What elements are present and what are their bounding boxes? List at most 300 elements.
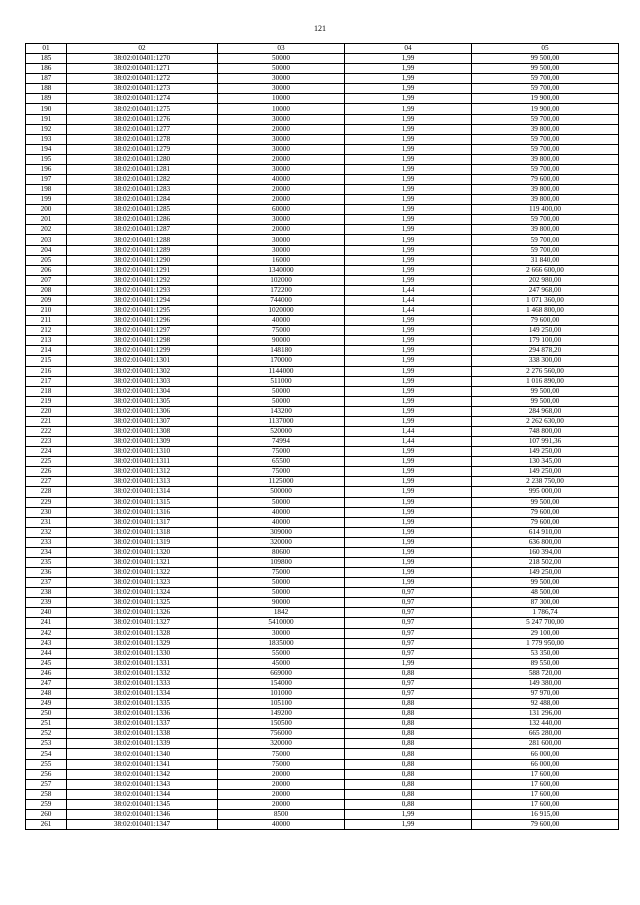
table-cell: 38:02:010401:1336 [67,709,218,719]
table-cell: 247 [26,678,67,688]
table-cell: 245 [26,658,67,668]
table-cell: 55000 [218,648,345,658]
table-cell: 1,99 [345,185,472,195]
table-cell: 1,44 [345,437,472,447]
table-cell: 1,99 [345,54,472,64]
table-cell: 218 502,00 [472,557,619,567]
table-cell: 38:02:010401:1272 [67,74,218,84]
table-cell: 38:02:010401:1292 [67,275,218,285]
table-row [26,175,619,185]
table-cell: 75000 [218,759,345,769]
table-cell: 1,99 [345,507,472,517]
table-row [26,366,619,376]
table-cell: 80600 [218,547,345,557]
table-row [26,275,619,285]
table-cell: 38:02:010401:1274 [67,94,218,104]
table-cell: 187 [26,74,67,84]
table-cell: 1,99 [345,820,472,830]
table-row [26,457,619,467]
table-cell: 29 100,00 [472,628,619,638]
table-cell: 748 800,00 [472,426,619,436]
table-cell: 0,97 [345,608,472,618]
table-cell: 1,99 [345,134,472,144]
table-cell: 0,88 [345,789,472,799]
table-cell: 38:02:010401:1271 [67,64,218,74]
table-cell: 30000 [218,628,345,638]
table-cell: 195 [26,154,67,164]
table-cell: 0,88 [345,699,472,709]
table-cell: 66 000,00 [472,749,619,759]
table-cell: 0,88 [345,769,472,779]
table-cell: 99 500,00 [472,497,619,507]
table-cell: 1,99 [345,275,472,285]
table-cell: 38:02:010401:1344 [67,789,218,799]
table-row [26,396,619,406]
table-cell: 119 400,00 [472,205,619,215]
table-row [26,477,619,487]
table-cell: 40000 [218,316,345,326]
table-cell: 214 [26,346,67,356]
table-cell: 281 600,00 [472,739,619,749]
table-cell: 179 100,00 [472,336,619,346]
table-cell: 255 [26,759,67,769]
table-cell: 40000 [218,175,345,185]
table-cell: 79 600,00 [472,517,619,527]
table-cell: 244 [26,648,67,658]
table-cell: 92 488,00 [472,699,619,709]
table-cell: 744000 [218,295,345,305]
table-cell: 189 [26,94,67,104]
table-row [26,437,619,447]
table-cell: 40000 [218,820,345,830]
table-cell: 0,97 [345,598,472,608]
table-cell: 227 [26,477,67,487]
table-cell: 1,44 [345,295,472,305]
table-cell: 20000 [218,769,345,779]
table-cell: 38:02:010401:1332 [67,668,218,678]
table-cell: 99 500,00 [472,64,619,74]
table-row [26,255,619,265]
table-cell: 172200 [218,285,345,295]
table-row [26,638,619,648]
table-cell: 17 600,00 [472,779,619,789]
table-cell: 38:02:010401:1328 [67,628,218,638]
table-cell: 0,97 [345,588,472,598]
table-cell: 17 600,00 [472,789,619,799]
table-cell: 48 500,00 [472,588,619,598]
table-row [26,235,619,245]
table-cell: 207 [26,275,67,285]
table-cell: 185 [26,54,67,64]
table-cell: 38:02:010401:1314 [67,487,218,497]
table-row [26,769,619,779]
table-cell: 38:02:010401:1342 [67,769,218,779]
table-row [26,467,619,477]
table-cell: 186 [26,64,67,74]
table-cell: 1,99 [345,547,472,557]
table-cell: 38:02:010401:1279 [67,144,218,154]
table-cell: 235 [26,557,67,567]
table-cell: 209 [26,295,67,305]
table-cell: 1,44 [345,306,472,316]
table-cell: 1,99 [345,265,472,275]
table-cell: 204 [26,245,67,255]
table-cell: 149200 [218,709,345,719]
table-cell: 1,99 [345,396,472,406]
table-row [26,658,619,668]
table-cell: 38:02:010401:1270 [67,54,218,64]
table-row [26,416,619,426]
table-cell: 1,99 [345,195,472,205]
table-cell: 38:02:010401:1312 [67,467,218,477]
table-cell: 8500 [218,809,345,819]
table-cell: 199 [26,195,67,205]
table-cell: 201 [26,215,67,225]
table-cell: 38:02:010401:1315 [67,497,218,507]
table-cell: 1,99 [345,557,472,567]
table-row [26,295,619,305]
table-row [26,689,619,699]
table-row [26,739,619,749]
table-cell: 20000 [218,799,345,809]
table-cell: 190 [26,104,67,114]
table-cell: 1,99 [345,104,472,114]
table-cell: 50000 [218,54,345,64]
table-cell: 38:02:010401:1340 [67,749,218,759]
table-cell: 1835000 [218,638,345,648]
table-cell: 38:02:010401:1338 [67,729,218,739]
table-cell: 30000 [218,84,345,94]
table-row [26,64,619,74]
table-cell: 38:02:010401:1296 [67,316,218,326]
table-row [26,245,619,255]
table-row [26,124,619,134]
table-cell: 99 500,00 [472,578,619,588]
table-cell: 320000 [218,537,345,547]
table-row [26,507,619,517]
table-cell: 60000 [218,205,345,215]
table-cell: 109800 [218,557,345,567]
table-cell: 19 900,00 [472,104,619,114]
table-cell: 59 700,00 [472,245,619,255]
table-cell: 228 [26,487,67,497]
table-row [26,628,619,638]
table-cell: 59 700,00 [472,235,619,245]
table-cell: 38:02:010401:1313 [67,477,218,487]
table-cell: 40000 [218,507,345,517]
table-row [26,54,619,64]
table-row [26,820,619,830]
data-table [25,43,619,830]
table-cell: 229 [26,497,67,507]
table-cell: 107 991,36 [472,437,619,447]
table-row [26,729,619,739]
table-cell: 200 [26,205,67,215]
table-cell: 38:02:010401:1284 [67,195,218,205]
table-row [26,376,619,386]
table-cell: 1,99 [345,386,472,396]
table-cell: 38:02:010401:1283 [67,185,218,195]
table-cell: 259 [26,799,67,809]
table-cell: 1,99 [345,457,472,467]
table-cell: 59 700,00 [472,134,619,144]
table-cell: 102000 [218,275,345,285]
table-cell: 38:02:010401:1302 [67,366,218,376]
table-cell: 99 500,00 [472,386,619,396]
table-cell: 10000 [218,104,345,114]
table-cell: 149 250,00 [472,568,619,578]
table-cell: 132 440,00 [472,719,619,729]
table-cell: 1,99 [345,215,472,225]
table-cell: 149 250,00 [472,467,619,477]
table-row [26,557,619,567]
table-cell: 1842 [218,608,345,618]
table-header [26,44,619,54]
table-cell: 66 000,00 [472,759,619,769]
table-cell: 205 [26,255,67,265]
table-cell: 756000 [218,729,345,739]
table-cell: 0,97 [345,638,472,648]
table-cell: 669000 [218,668,345,678]
table-cell: 236 [26,568,67,578]
table-cell: 99 500,00 [472,54,619,64]
table-cell: 247 968,00 [472,285,619,295]
table-cell: 2 666 600,00 [472,265,619,275]
table-row [26,487,619,497]
table-cell: 191 [26,114,67,124]
table-cell: 2 262 630,00 [472,416,619,426]
table-cell: 1,99 [345,336,472,346]
table-cell: 38:02:010401:1304 [67,386,218,396]
table-cell: 30000 [218,215,345,225]
table-cell: 237 [26,578,67,588]
table-cell: 30000 [218,134,345,144]
table-cell: 50000 [218,64,345,74]
table-cell: 226 [26,467,67,477]
table-row [26,306,619,316]
table-cell: 1,99 [345,487,472,497]
table-cell: 5410000 [218,618,345,628]
table-cell: 38:02:010401:1288 [67,235,218,245]
table-cell: 59 700,00 [472,144,619,154]
table-cell: 38:02:010401:1343 [67,779,218,789]
table-row [26,346,619,356]
table-cell: 38:02:010401:1327 [67,618,218,628]
table-cell: 38:02:010401:1317 [67,517,218,527]
table-cell: 0,97 [345,689,472,699]
table-cell: 149 250,00 [472,326,619,336]
table-cell: 30000 [218,74,345,84]
table-cell: 198 [26,185,67,195]
table-cell: 1,99 [345,517,472,527]
table-cell: 1 016 890,00 [472,376,619,386]
table-cell: 75000 [218,467,345,477]
table-cell: 38:02:010401:1301 [67,356,218,366]
table-cell: 0,97 [345,678,472,688]
table-row [26,568,619,578]
table-cell: 225 [26,457,67,467]
table-cell: 1,99 [345,406,472,416]
table-cell: 252 [26,729,67,739]
table-cell: 38:02:010401:1347 [67,820,218,830]
table-cell: 500000 [218,487,345,497]
table-row [26,215,619,225]
table-cell: 221 [26,416,67,426]
table-cell: 39 800,00 [472,225,619,235]
table-row [26,759,619,769]
table-cell: 206 [26,265,67,275]
table-cell: 38:02:010401:1305 [67,396,218,406]
table-cell: 249 [26,699,67,709]
table-cell: 143200 [218,406,345,416]
table-cell: 50000 [218,588,345,598]
table-cell: 38:02:010401:1290 [67,255,218,265]
table-cell: 1,99 [345,64,472,74]
table-cell: 242 [26,628,67,638]
table-cell: 38:02:010401:1316 [67,507,218,517]
table-cell: 38:02:010401:1276 [67,114,218,124]
table-cell: 197 [26,175,67,185]
table-cell: 1,99 [345,235,472,245]
table-cell: 1,99 [345,205,472,215]
table-row [26,185,619,195]
table-cell: 38:02:010401:1307 [67,416,218,426]
table-cell: 38:02:010401:1311 [67,457,218,467]
table-cell: 0,88 [345,668,472,678]
table-cell: 38:02:010401:1322 [67,568,218,578]
table-cell: 39 800,00 [472,154,619,164]
table-cell: 16000 [218,255,345,265]
table-cell: 160 394,00 [472,547,619,557]
table-cell: 1,99 [345,225,472,235]
table-cell: 250 [26,709,67,719]
column-header: 04 [345,44,472,54]
table-cell: 87 300,00 [472,598,619,608]
table-cell: 1,99 [345,527,472,537]
table-cell: 38:02:010401:1293 [67,285,218,295]
table-cell: 5 247 700,00 [472,618,619,628]
table-cell: 0,88 [345,759,472,769]
table-cell: 45000 [218,658,345,668]
table-row [26,537,619,547]
table-cell: 614 910,00 [472,527,619,537]
table-cell: 261 [26,820,67,830]
table-cell: 38:02:010401:1320 [67,547,218,557]
table-cell: 20000 [218,789,345,799]
table-row [26,114,619,124]
table-cell: 59 700,00 [472,74,619,84]
table-cell: 154000 [218,678,345,688]
table-cell: 38:02:010401:1310 [67,447,218,457]
table-cell: 79 600,00 [472,820,619,830]
table-cell: 1137000 [218,416,345,426]
table-cell: 1125000 [218,477,345,487]
table-cell: 2 238 750,00 [472,477,619,487]
table-cell: 1 779 950,00 [472,638,619,648]
table-cell: 216 [26,366,67,376]
table-cell: 210 [26,306,67,316]
table-cell: 31 840,00 [472,255,619,265]
table-cell: 1,99 [345,356,472,366]
table-cell: 38:02:010401:1339 [67,739,218,749]
table-row [26,285,619,295]
table-row [26,789,619,799]
table-cell: 241 [26,618,67,628]
table-cell: 38:02:010401:1299 [67,346,218,356]
table-cell: 50000 [218,578,345,588]
table-row [26,336,619,346]
table-row [26,326,619,336]
table-row [26,547,619,557]
table-cell: 0,97 [345,618,472,628]
table-cell: 213 [26,336,67,346]
table-cell: 248 [26,689,67,699]
table-cell: 38:02:010401:1318 [67,527,218,537]
table-row [26,134,619,144]
table-row [26,598,619,608]
table-cell: 256 [26,769,67,779]
table-cell: 1,99 [345,467,472,477]
table-row [26,447,619,457]
table-cell: 38:02:010401:1329 [67,638,218,648]
table-cell: 38:02:010401:1319 [67,537,218,547]
table-cell: 1,44 [345,285,472,295]
table-cell: 218 [26,386,67,396]
table-row [26,608,619,618]
table-cell: 38:02:010401:1297 [67,326,218,336]
table-cell: 38:02:010401:1326 [67,608,218,618]
table-cell: 260 [26,809,67,819]
table-cell: 17 600,00 [472,799,619,809]
table-cell: 59 700,00 [472,164,619,174]
table-cell: 38:02:010401:1331 [67,658,218,668]
table-cell: 193 [26,134,67,144]
table-row [26,406,619,416]
table-cell: 30000 [218,114,345,124]
table-cell: 188 [26,84,67,94]
table-row [26,809,619,819]
table-cell: 149 380,00 [472,678,619,688]
table-cell: 0,88 [345,799,472,809]
table-cell: 40000 [218,517,345,527]
column-header: 02 [67,44,218,54]
table-cell: 636 800,00 [472,537,619,547]
table-cell: 38:02:010401:1303 [67,376,218,386]
table-cell: 1144000 [218,366,345,376]
table-cell: 1,99 [345,84,472,94]
table-row [26,265,619,275]
table-cell: 38:02:010401:1341 [67,759,218,769]
table-cell: 59 700,00 [472,84,619,94]
table-cell: 202 980,00 [472,275,619,285]
table-cell: 233 [26,537,67,547]
table-cell: 217 [26,376,67,386]
table-row [26,356,619,366]
table-row [26,225,619,235]
table-row [26,588,619,598]
table-cell: 1,99 [345,537,472,547]
table-cell: 38:02:010401:1345 [67,799,218,809]
table-cell: 1,99 [345,245,472,255]
table-cell: 38:02:010401:1334 [67,689,218,699]
table-cell: 1 786,74 [472,608,619,618]
table-cell: 0,88 [345,749,472,759]
table-cell: 38:02:010401:1286 [67,215,218,225]
table-cell: 1,99 [345,316,472,326]
table-cell: 251 [26,719,67,729]
table-cell: 223 [26,437,67,447]
table-cell: 1340000 [218,265,345,275]
